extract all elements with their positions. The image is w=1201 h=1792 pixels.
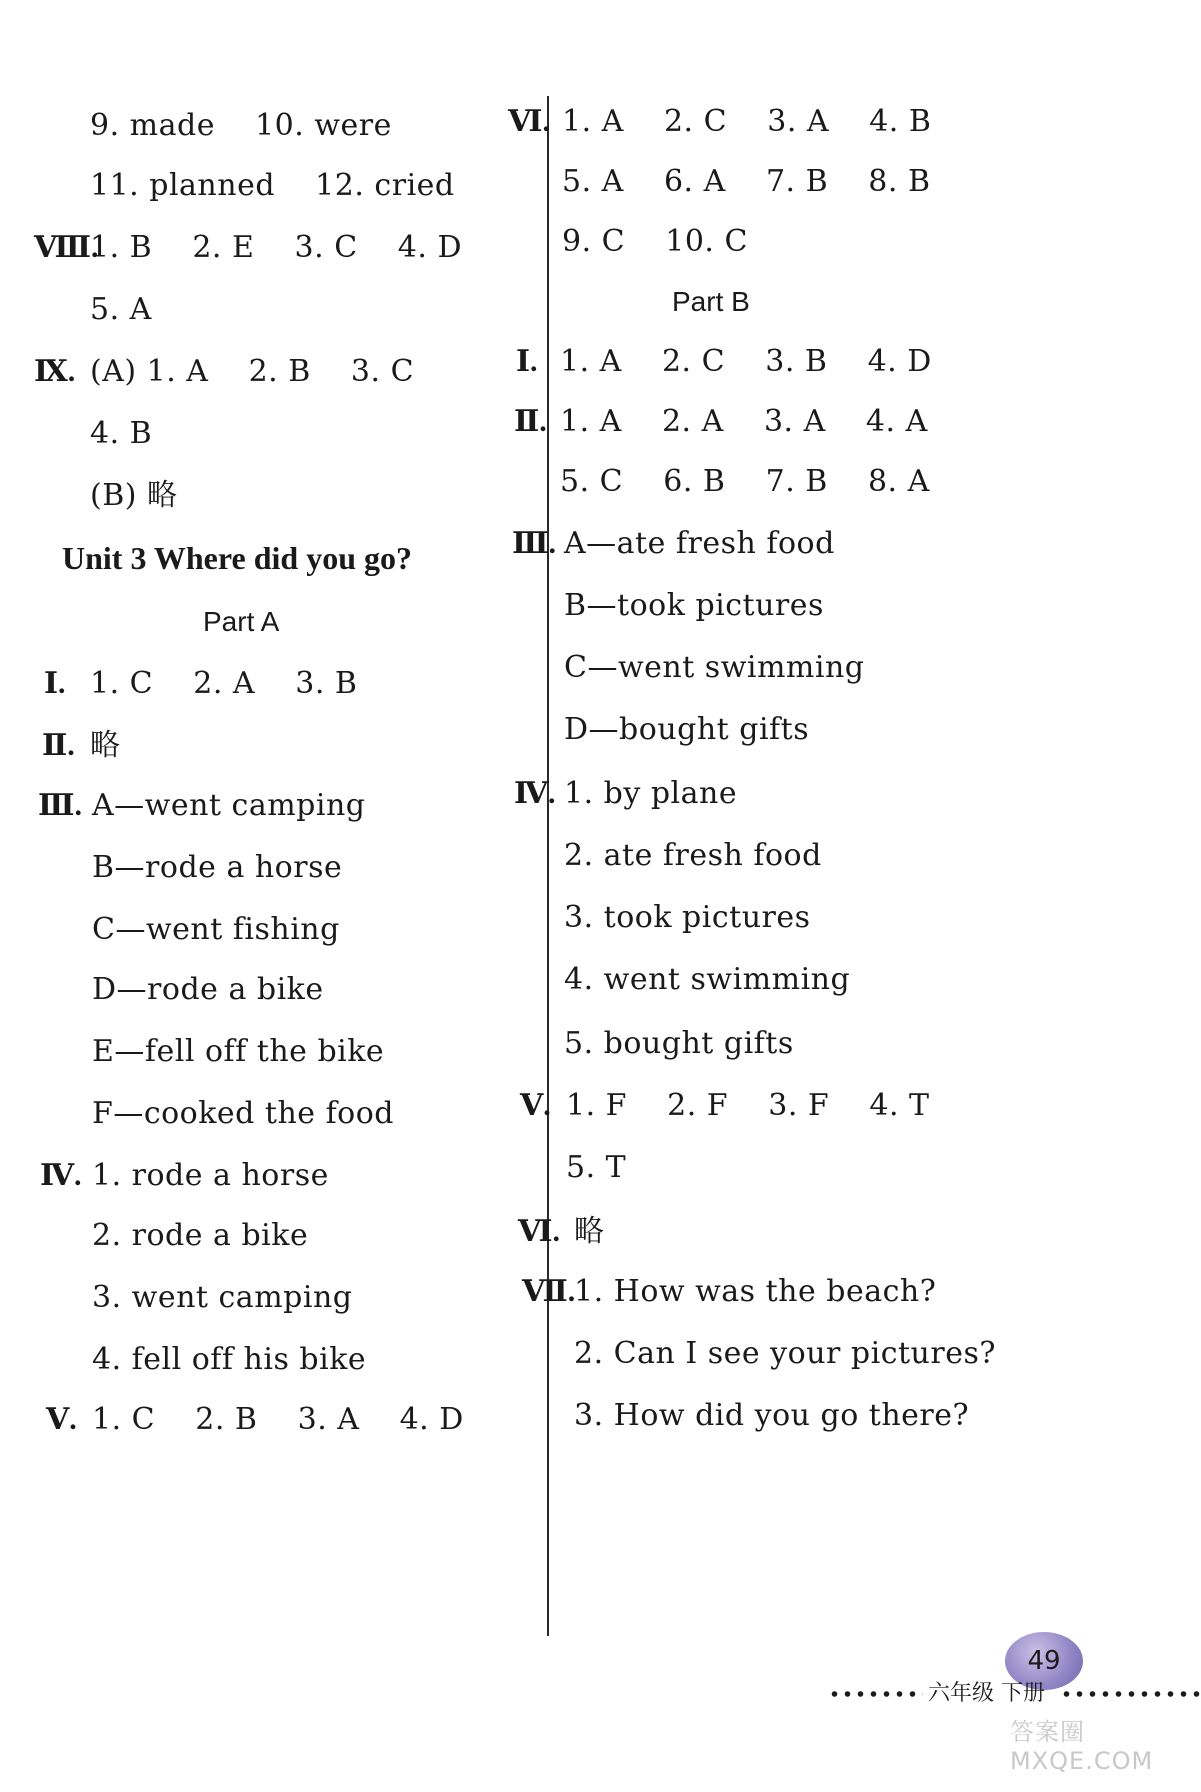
part-b-v-label: Ⅴ. bbox=[520, 1089, 551, 1122]
part-b-iii-answer-b: B—took pictures bbox=[564, 588, 824, 623]
part-b-ii-answers-2: 5. C 6. B 7. B 8. A bbox=[560, 464, 930, 499]
section-viii-answers-1: 1. B 2. E 3. C 4. D bbox=[90, 230, 463, 265]
part-b-iv-answer-1: 1. by plane bbox=[564, 776, 738, 811]
part-a-heading: Part A bbox=[203, 606, 280, 637]
part-a-ii-answers: 略 bbox=[90, 728, 121, 763]
part-a-v-label: Ⅴ. bbox=[46, 1403, 77, 1436]
part-b-ii-label: Ⅱ. bbox=[514, 405, 547, 438]
part-b-iii-answer-a: A—ate fresh food bbox=[564, 526, 835, 561]
part-b-iv-answer-3: 3. took pictures bbox=[564, 900, 811, 935]
part-a-iv-answer-1: 1. rode a horse bbox=[92, 1158, 329, 1193]
section-vi-answers-3: 9. C 10. C bbox=[562, 224, 748, 259]
part-b-heading: Part B bbox=[672, 286, 750, 317]
section-ix-label: Ⅸ. bbox=[34, 355, 76, 388]
part-a-iii-answer-e: E—fell off the bike bbox=[92, 1034, 385, 1069]
part-b-vii-answer-1: 1. How was the beach? bbox=[574, 1274, 937, 1309]
part-b-vii-answer-3: 3. How did you go there? bbox=[574, 1398, 970, 1433]
part-b-vi-label: Ⅵ. bbox=[518, 1215, 560, 1248]
section-vi-answers-2: 5. A 6. A 7. B 8. B bbox=[562, 164, 931, 199]
left-line-9-10: 9. made 10. were bbox=[90, 108, 392, 143]
part-b-vii-answer-2: 2. Can I see your pictures? bbox=[574, 1336, 996, 1371]
part-b-vii-label: Ⅶ. bbox=[522, 1275, 576, 1308]
part-b-ii-answers-1: 1. A 2. A 3. A 4. A bbox=[560, 404, 928, 439]
section-ix-answers-3: (B) 略 bbox=[90, 478, 178, 513]
footer-dots-left bbox=[828, 1688, 923, 1700]
part-b-v-answers-1: 1. F 2. F 3. F 4. T bbox=[566, 1088, 930, 1123]
part-a-i-label: Ⅰ. bbox=[44, 667, 66, 700]
part-a-i-answers: 1. C 2. A 3. B bbox=[90, 666, 358, 701]
part-a-iii-answer-a: A—went camping bbox=[92, 788, 366, 823]
part-b-v-answers-2: 5. T bbox=[566, 1150, 627, 1185]
part-a-ii-label: Ⅱ. bbox=[42, 729, 75, 762]
part-a-iv-label: Ⅳ. bbox=[40, 1159, 82, 1192]
part-a-iv-answer-3: 3. went camping bbox=[92, 1280, 353, 1315]
part-b-iv-answer-2: 2. ate fresh food bbox=[564, 838, 822, 873]
part-a-iii-label: Ⅲ. bbox=[38, 789, 83, 822]
part-a-iii-answer-d: D—rode a bike bbox=[92, 972, 324, 1007]
section-vi-answers-1: 1. A 2. C 3. A 4. B bbox=[562, 104, 932, 139]
part-b-vi-answers: 略 bbox=[574, 1214, 605, 1249]
part-b-iv-label: Ⅳ. bbox=[514, 777, 556, 810]
part-b-i-label: Ⅰ. bbox=[516, 345, 538, 378]
part-b-i-answers: 1. A 2. C 3. B 4. D bbox=[560, 344, 932, 379]
part-a-iii-answer-f: F—cooked the food bbox=[92, 1096, 395, 1131]
section-vi-label: Ⅵ. bbox=[508, 105, 550, 138]
grade-label: 六年级 下册 bbox=[928, 1681, 1045, 1706]
section-ix-answers-2: 4. B bbox=[90, 416, 153, 451]
part-a-iii-answer-c: C—went fishing bbox=[92, 912, 340, 947]
watermark-logo: 答案圈 MXQE.COM bbox=[1010, 1718, 1154, 1775]
part-b-iv-answer-5: 5. bought gifts bbox=[564, 1026, 794, 1061]
part-a-v-answers: 1. C 2. B 3. A 4. D bbox=[92, 1402, 464, 1437]
left-line-11-12: 11. planned 12. cried bbox=[90, 168, 455, 203]
part-a-iv-answer-4: 4. fell off his bike bbox=[92, 1342, 367, 1377]
footer-dots-right bbox=[1060, 1688, 1200, 1700]
page-number: 49 bbox=[1027, 1646, 1061, 1676]
part-b-iv-answer-4: 4. went swimming bbox=[564, 962, 851, 997]
unit-title: Unit 3 Where did you go? bbox=[62, 540, 412, 576]
part-b-iii-label: Ⅲ. bbox=[512, 527, 557, 560]
column-divider bbox=[547, 96, 549, 1636]
section-ix-answers-1: (A) 1. A 2. B 3. C bbox=[90, 354, 415, 389]
part-a-iii-answer-b: B—rode a horse bbox=[92, 850, 343, 885]
part-b-iii-answer-d: D—bought gifts bbox=[564, 712, 810, 747]
section-viii-label: Ⅷ. bbox=[34, 231, 99, 264]
part-a-iv-answer-2: 2. rode a bike bbox=[92, 1218, 309, 1253]
section-viii-answers-2: 5. A bbox=[90, 292, 152, 327]
part-b-iii-answer-c: C—went swimming bbox=[564, 650, 865, 685]
